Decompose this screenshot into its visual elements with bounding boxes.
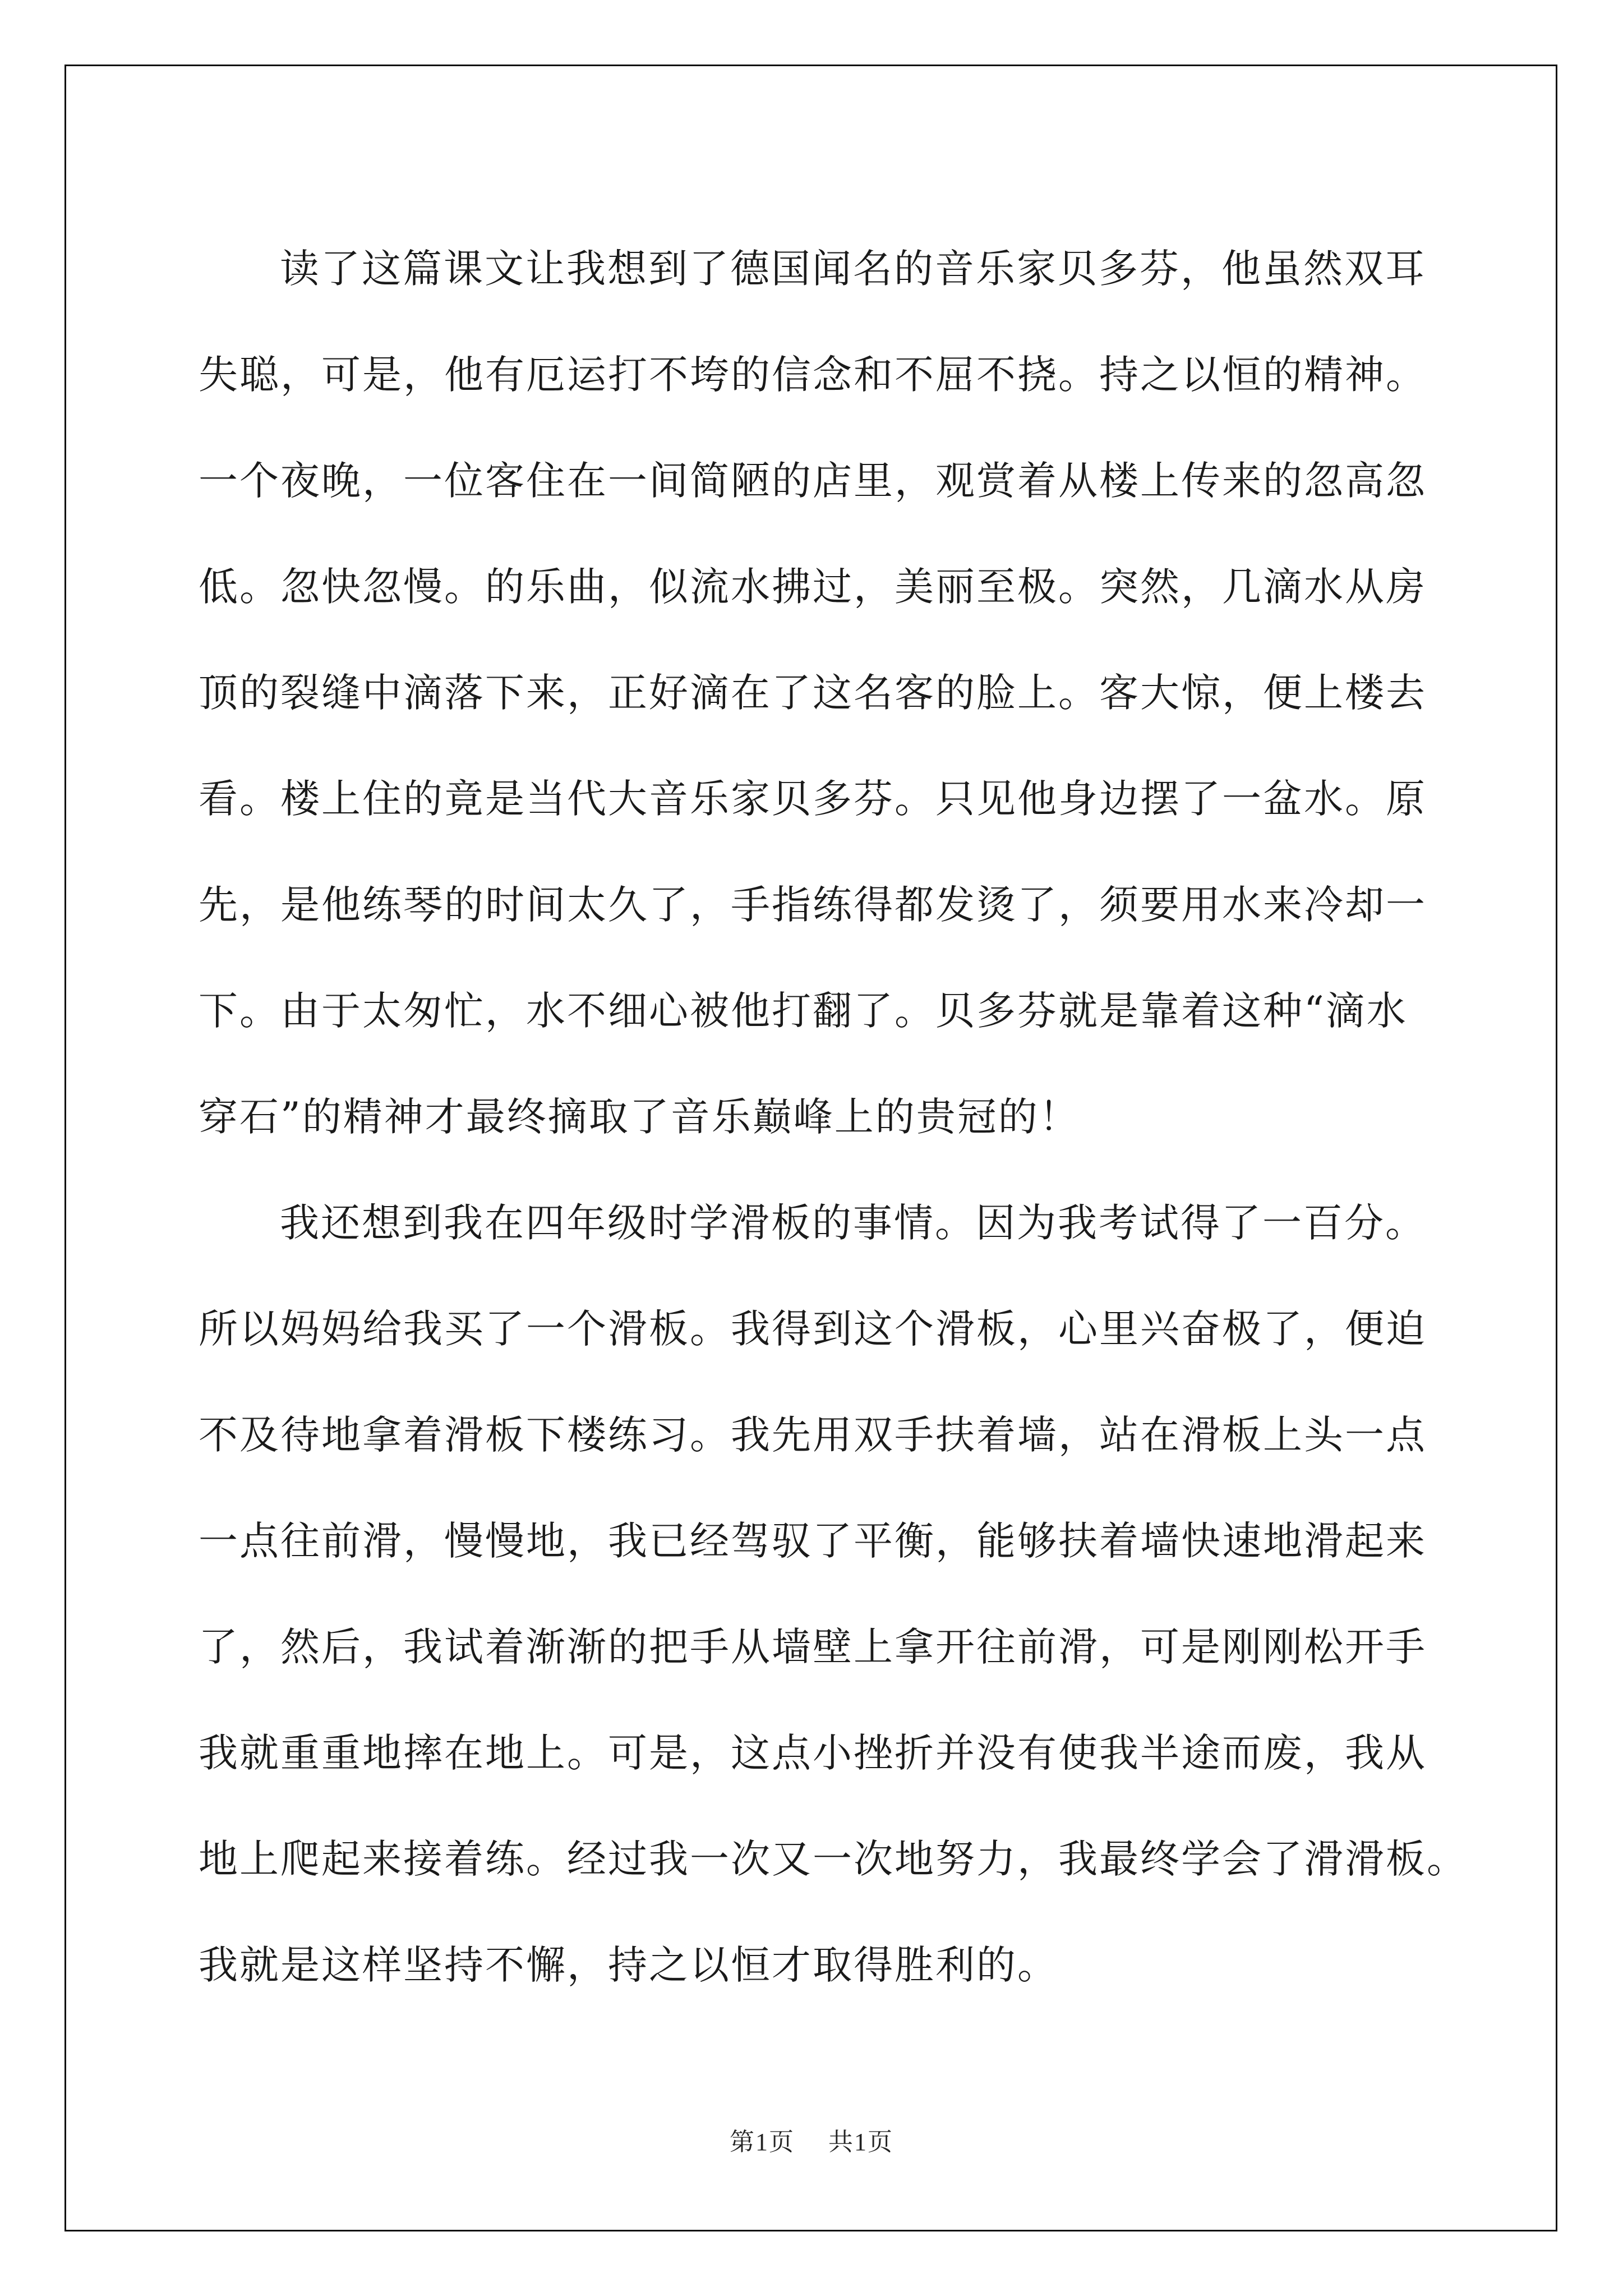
paragraph-line: 读了这篇课文让我想到了德国闻名的音乐家贝多芬，他虽然双耳 [280,246,1426,292]
paragraph-line: 低。忽快忽慢。的乐曲，似流水拂过，美丽至极。突然，几滴水从房 [199,564,1427,610]
paragraph-1 [199,216,1472,1170]
paragraph-line: 先，是他练琴的时间太久了，手指练得都发烫了，须要用水来冷却一 [199,882,1427,928]
paragraph-line: 我就是这样坚持不懈，持之以恒才取得胜利的。 [199,1942,1058,1988]
paragraph-line: 我还想到我在四年级时学滑板的事情。因为我考试得了一百分。 [280,1200,1426,1246]
paragraph-2 [199,1170,1472,2018]
paragraph-line: 我就重重地摔在地上。可是，这点小挫折并没有使我半途而废，我从 [199,1730,1427,1776]
paragraph-line: 一点往前滑，慢慢地，我已经驾驭了平衡，能够扶着墙快速地滑起来 [199,1518,1427,1564]
page-footer [0,2122,1623,2157]
page-number-current: 第1页 [730,2128,795,2156]
paragraph-line: 失聪，可是，他有厄运打不垮的信念和不屈不挠。持之以恒的精神。 [199,352,1427,398]
paragraph-line: 一个夜晚，一位客住在一间简陋的店里，观赏着从楼上传来的忽高忽 [199,458,1427,504]
essay-body [199,216,1472,2018]
paragraph-line: 下。由于太匆忙，水不细心被他打翻了。贝多芬就是靠着这种“滴水 [199,988,1408,1034]
paragraph-line: 地上爬起来接着练。经过我一次又一次地努力，我最终学会了滑滑板。 [199,1836,1468,1882]
paragraph-line: 了，然后，我试着渐渐的把手从墙壁上拿开往前滑，可是刚刚松开手 [199,1624,1427,1670]
paragraph-line: 所以妈妈给我买了一个滑板。我得到这个滑板，心里兴奋极了，便迫 [199,1306,1427,1352]
paragraph-line: 穿石”的精神才最终摘取了音乐巅峰上的贵冠的！ [199,1094,1080,1140]
page-number-total: 共1页 [828,2128,893,2156]
paragraph-line: 不及待地拿着滑板下楼练习。我先用双手扶着墙，站在滑板上头一点 [199,1412,1427,1458]
paragraph-line: 顶的裂缝中滴落下来，正好滴在了这名客的脸上。客大惊，便上楼去 [199,670,1427,716]
paragraph-line: 看。楼上住的竟是当代大音乐家贝多芬。只见他身边摆了一盆水。原 [199,776,1427,822]
